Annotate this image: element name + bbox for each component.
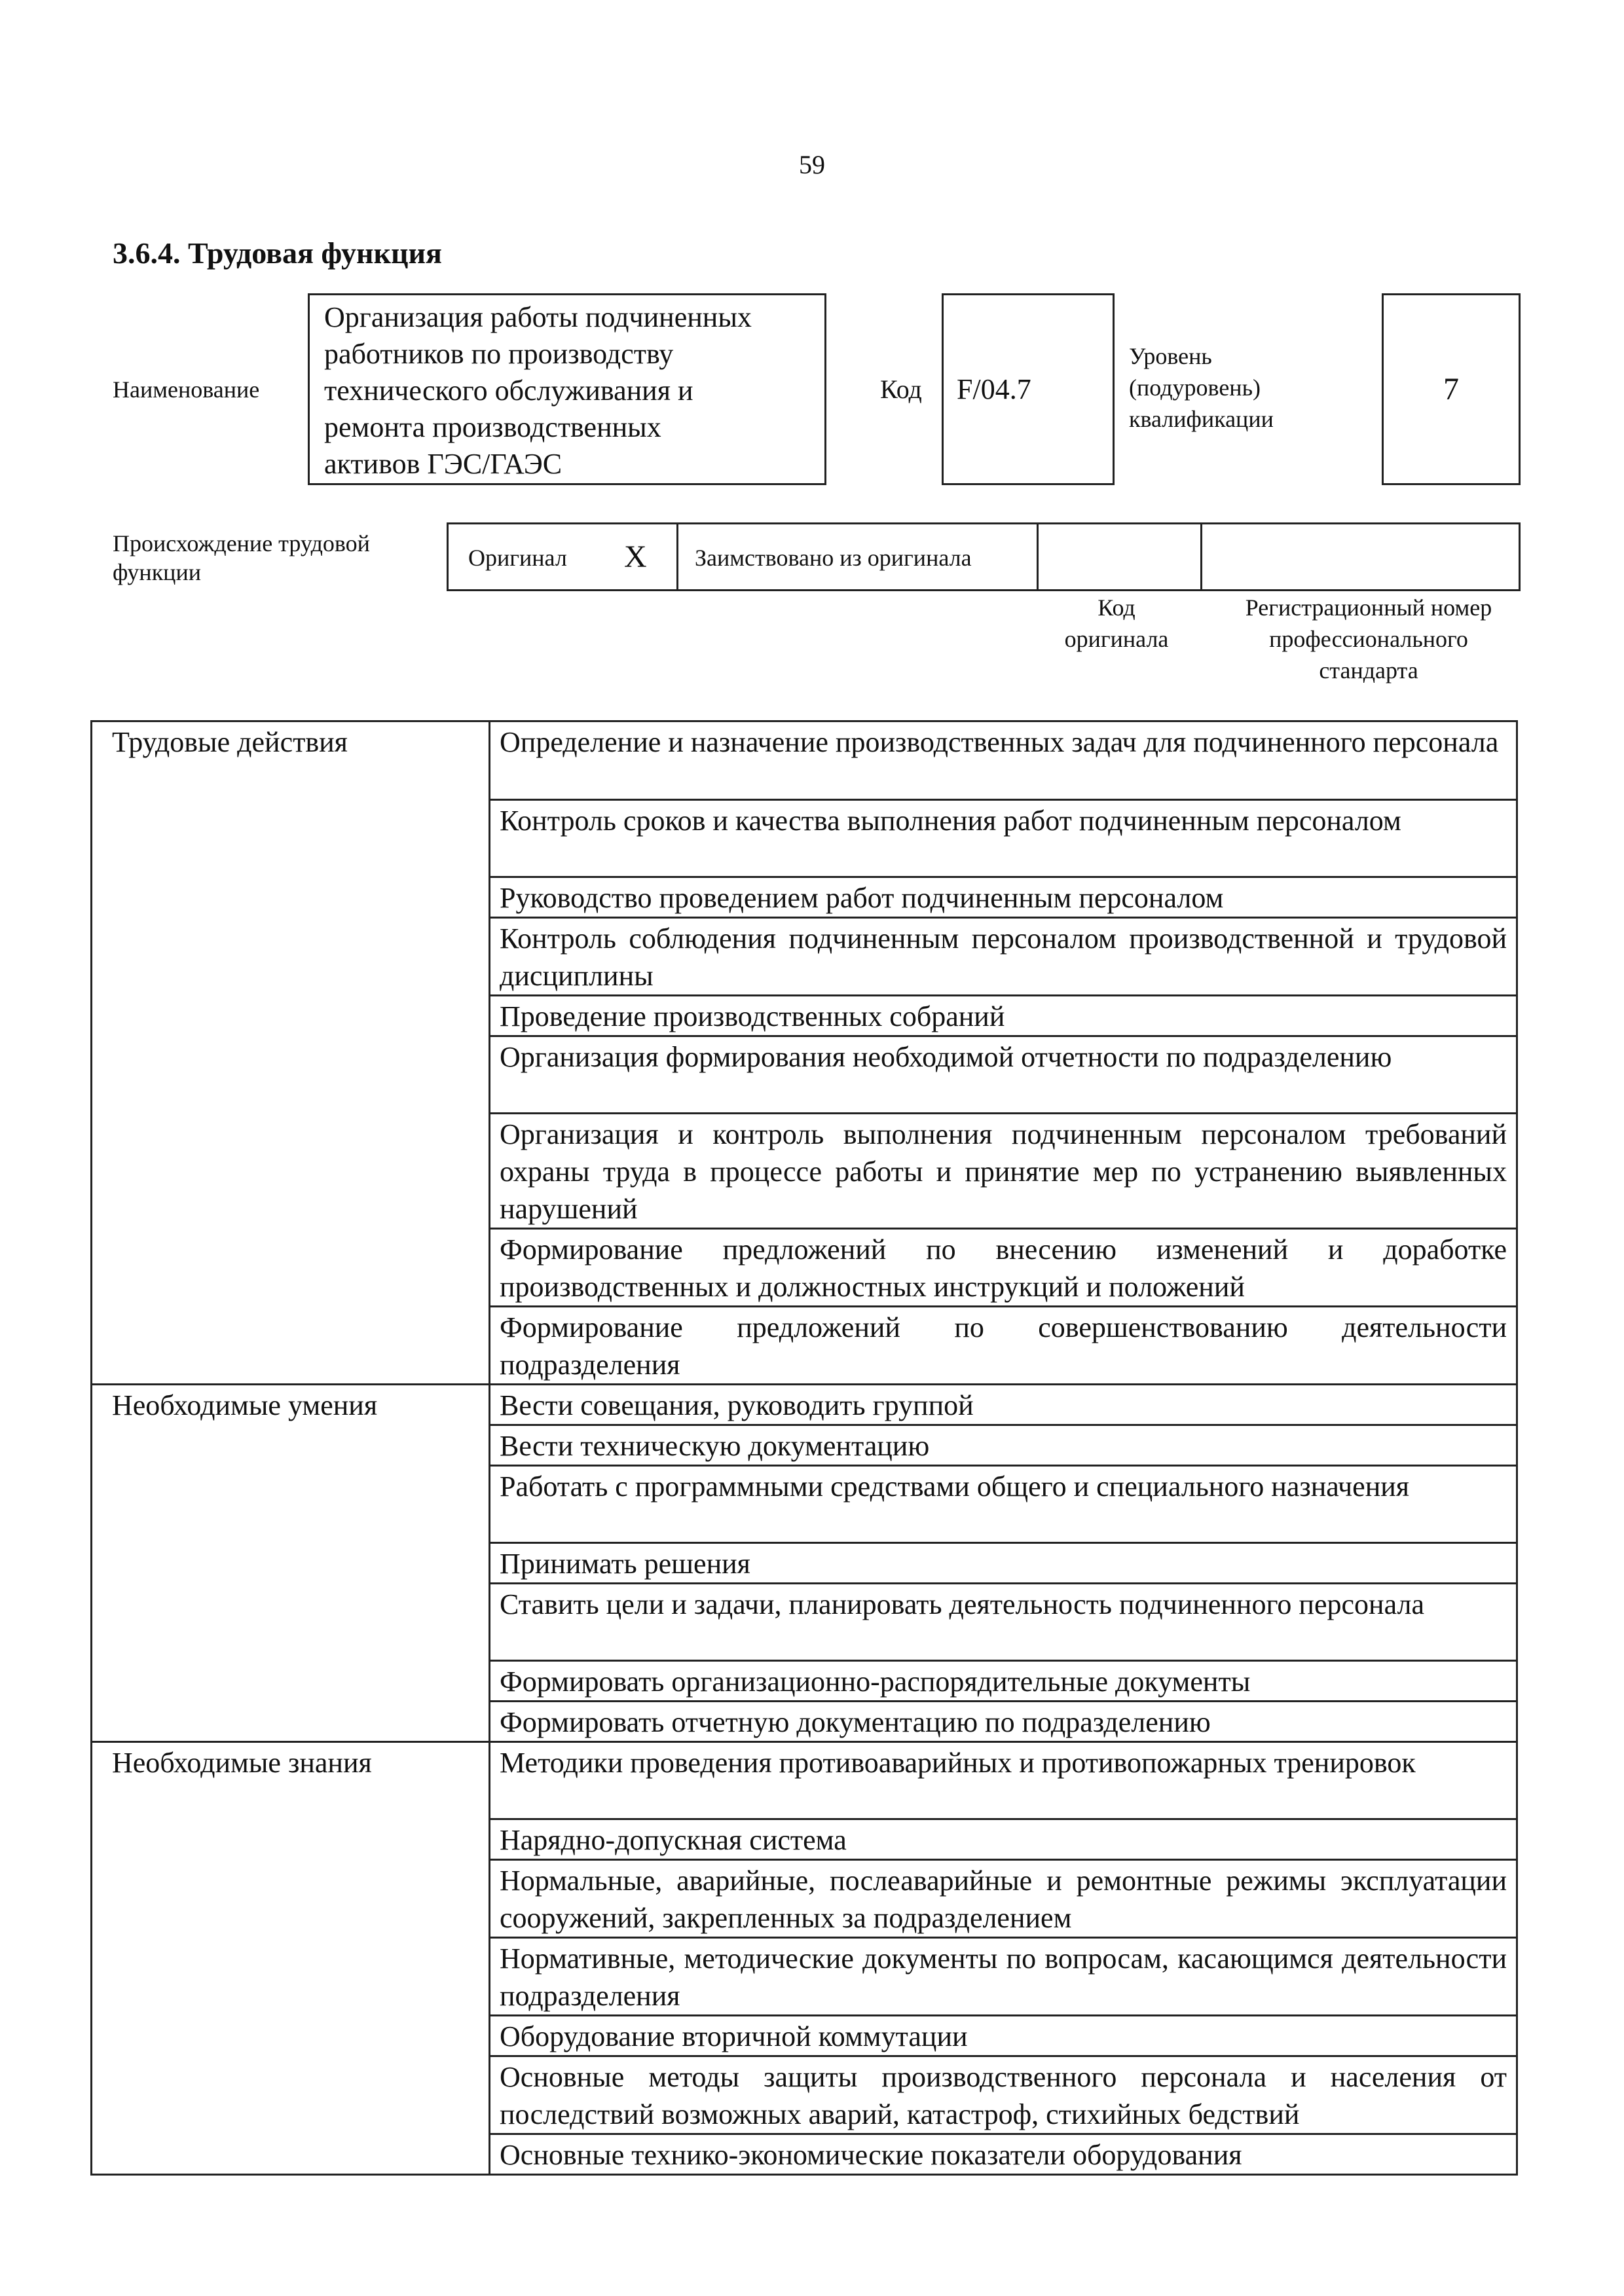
level-box: [1382, 293, 1521, 485]
section-label: Необходимые умения: [92, 1385, 490, 1742]
level-value: 7: [1443, 372, 1459, 407]
table-cell: Контроль соблюдения подчиненным персоналом производственной и трудовой дисциплины: [490, 918, 1517, 996]
original-mark: X: [624, 539, 647, 574]
reg-caption-line: стандарта: [1319, 657, 1418, 683]
table-cell: Нормальные, аварийные, послеаварийные и ремонтные режимы эксплуатации сооружений, закрепленных за подразделением: [490, 1860, 1517, 1938]
code-box: [942, 293, 1115, 485]
table-cell: Формирование предложений по совершенствованию деятельности подразделения: [490, 1307, 1517, 1385]
origin-box: [447, 522, 1521, 591]
reg-caption-line: профессионального: [1269, 626, 1468, 652]
code-caption-line: оригинала: [1064, 626, 1169, 652]
page-number: 59: [799, 150, 825, 179]
origin-label-line: Происхождение трудовой: [113, 530, 370, 556]
section-label: Необходимые знания: [92, 1742, 490, 2175]
name-line: работников по производству: [324, 338, 674, 370]
table-cell: Определение и назначение производственных задач для подчиненного персонала: [490, 721, 1517, 800]
divider: [1200, 524, 1202, 589]
table-cell: Организация формирования необходимой отчетности по подразделению: [490, 1036, 1517, 1114]
code-caption-line: Код: [1098, 594, 1135, 621]
divider: [1037, 524, 1039, 589]
table-cell: Ставить цели и задачи, планировать деятельность подчиненного персонала: [490, 1584, 1517, 1661]
table-row: [92, 721, 1517, 800]
name-value-box: [308, 293, 826, 485]
reg-caption: [1218, 592, 1519, 686]
section-label: Трудовые действия: [92, 721, 490, 1385]
divider: [676, 524, 678, 589]
borrowed-label: Заимствовано из оригинала: [695, 545, 972, 571]
table-cell: Нарядно-допускная система: [490, 1819, 1517, 1860]
code-label: Код: [880, 374, 922, 404]
table-cell: Работать с программными средствами общего и специального назначения: [490, 1466, 1517, 1543]
origin-label-line: функции: [113, 559, 201, 585]
name-line: Организация работы подчиненных: [324, 301, 752, 333]
table-cell: Методики проведения противоаварийных и противопожарных тренировок: [490, 1742, 1517, 1819]
level-label-line: (подуровень): [1129, 374, 1261, 401]
table-cell: Формировать организационно-распорядительные документы: [490, 1661, 1517, 1702]
table-cell: Основные методы защиты производственного персонала и населения от последствий возможных аварий, катастроф, стихийных бедствий: [490, 2056, 1517, 2134]
table-cell: Вести техническую документацию: [490, 1425, 1517, 1466]
reg-caption-line: Регистрационный номер: [1245, 594, 1492, 621]
code-caption: [1035, 592, 1198, 655]
original-label: Оригинал: [468, 545, 567, 571]
table-cell: Оборудование вторичной коммутации: [490, 2016, 1517, 2056]
code-value: F/04.7: [957, 373, 1031, 405]
competency-table: [90, 720, 1518, 2176]
name-line: активов ГЭС/ГАЭС: [324, 448, 563, 480]
table-cell: Формирование предложений по внесению изменений и доработке производственных и должностных инструкций и положений: [490, 1229, 1517, 1307]
level-label-line: квалификации: [1129, 406, 1274, 432]
origin-label: [113, 529, 370, 587]
table-cell: Организация и контроль выполнения подчиненным персоналом требований охраны труда в процессе работы и принятие мер по устранению выявленных нарушений: [490, 1114, 1517, 1229]
name-line: ремонта производственных: [324, 411, 661, 443]
table-cell: Проведение производственных собраний: [490, 996, 1517, 1036]
table-cell: Руководство проведением работ подчиненным персоналом: [490, 877, 1517, 918]
level-label-line: Уровень: [1129, 343, 1212, 369]
table-row: [92, 1742, 1517, 1819]
level-label: [1129, 340, 1274, 435]
table-cell: Вести совещания, руководить группой: [490, 1385, 1517, 1425]
table-cell: Принимать решения: [490, 1543, 1517, 1584]
table-cell: Нормативные, методические документы по вопросам, касающимся деятельности подразделения: [490, 1938, 1517, 2016]
table-cell: Основные технико-экономические показатели оборудования: [490, 2134, 1517, 2175]
table-cell: Контроль сроков и качества выполнения работ подчиненным персоналом: [490, 800, 1517, 877]
section-title: 3.6.4. Трудовая функция: [113, 236, 442, 270]
table-row: [92, 1385, 1517, 1425]
name-label: Наименование: [113, 376, 260, 403]
name-line: технического обслуживания и: [324, 374, 693, 407]
table-cell: Формировать отчетную документацию по подразделению: [490, 1702, 1517, 1742]
